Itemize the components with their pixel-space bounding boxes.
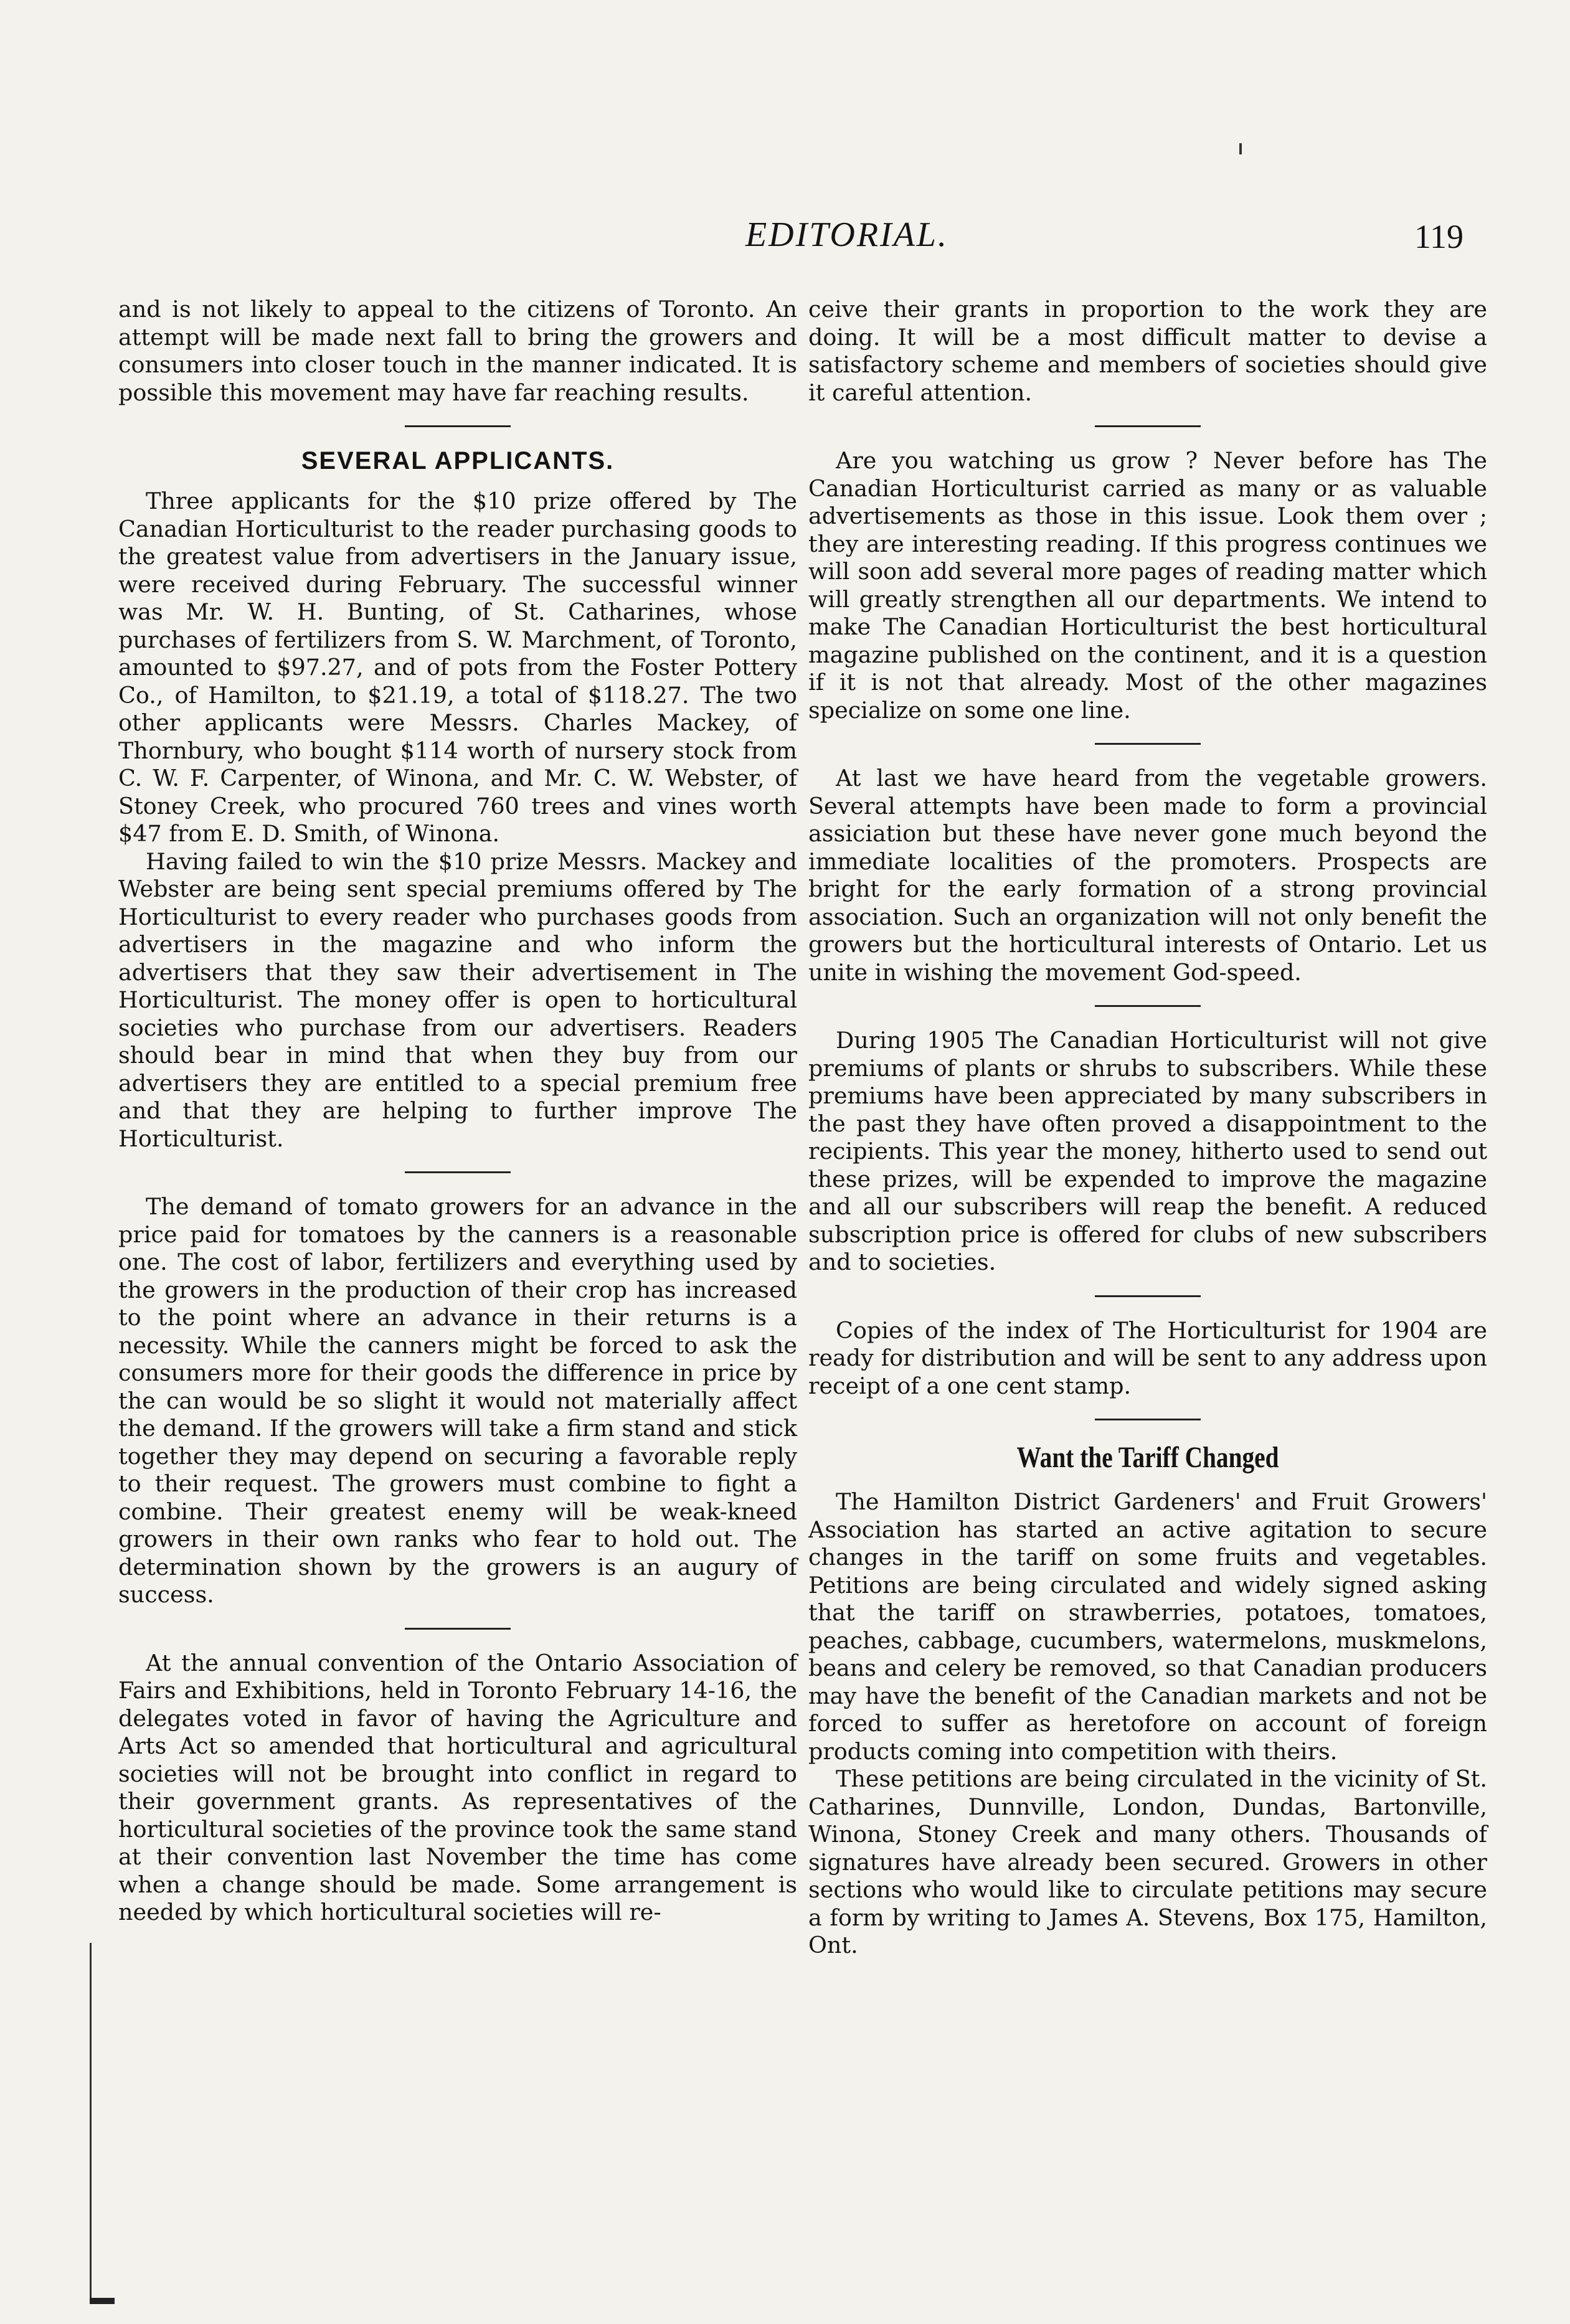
section-divider (1095, 743, 1201, 745)
section-divider (1095, 425, 1201, 427)
tariff-paragraph-1: The Hamilton District Gardeners' and Fruit Growers' Association has started an active agitation to secure changes in the tariff on some fruits and vegetables. Petitions are being circulated and widely signed asking that the tariff on strawberries, potatoes, tomatoes, peaches, cabbage, cucumbers, watermelons, muskmelons, beans and celery be removed, so that Canadian producers may have the benefit of the Canadian markets and not be forced to suffer as heretofore on account of foreign products coming into competition with theirs. (808, 1488, 1487, 1765)
section-divider (405, 1171, 511, 1173)
page-number: 119 (1414, 218, 1464, 255)
index-paragraph: Copies of the index of The Horticulturist for 1904 are ready for distribution and will be sent to any address upon receipt of a one cent stamp. (808, 1316, 1487, 1399)
section-divider (1095, 1419, 1201, 1420)
left-column (118, 296, 797, 1927)
right-column (808, 296, 1487, 1960)
section-divider (405, 425, 511, 427)
print-mark (1239, 143, 1242, 154)
growth-paragraph: Are you watching us grow ? Never before has The Canadian Horticulturist carried as many or as valuable advertisements as those in this issue. Look them over ; they are interesting reading. If this progress continues we will soon add several more pages of reading matter which will greatly strengthen all our departments. We intend to make The Canadian Horticulturist the best horticultural magazine published on the continent, and it is a question if it is not that already. Most of the other magazines specialize on some one line. (808, 447, 1487, 724)
binding-edge-mark (90, 1943, 95, 2304)
intro-paragraph: and is not likely to appeal to the citizens of Toronto. An attempt will be made next fall to bring the growers and consumers into closer touch in the manner indicated. It is possible this movement may have far reaching results. (118, 296, 797, 406)
section-divider (405, 1628, 511, 1630)
tomato-paragraph: The demand of tomato growers for an advance in the price paid for tomatoes by the canners is a reasonable one. The cost of labor, fertilizers and everything used by the growers in the production of their crop has increased to the point where an advance in their returns is a necessity. While the canners might be forced to ask the consumers more for their goods the difference in price by the can would be so slight it would not materially affect the demand. If the growers will take a firm stand and stick together they may depend on securing a favorable reply to their request. The growers must combine to fight a combine. Their greatest enemy will be weak-kneed growers in their own ranks who fear to hold out. The determination shown by the growers is an augury of success. (118, 1193, 797, 1608)
tariff-heading: Want the Tariff Changed (1016, 1441, 1279, 1474)
running-head (0, 215, 1570, 265)
continuation-paragraph: ceive their grants in proportion to the work they are doing. It will be a most difficult matter to devise a satisfactory scheme and members of societies should give it careful attention. (808, 296, 1487, 406)
applicants-heading: SEVERAL APPLICANTS. (301, 447, 615, 475)
convention-paragraph: At the annual convention of the Ontario Association of Fairs and Exhibitions, held in Toronto February 14-16, the delegates voted in favor of having the Agriculture and Arts Act so amended that horticultural and agricultural societies will not be brought into conflict in regard to their government grants. As representatives of the horticultural societies of the province took the same stand at their convention last November the time has come when a change should be made. Some arrangement is needed by which horticultural societies will re- (118, 1649, 797, 1925)
tariff-paragraph-2: These petitions are being circulated in the vicinity of St. Catharines, Dunnville, London, Dundas, Bartonville, Winona, Stoney Creek and many others. Thousands of signatures have already been secured. Growers in other sections who would like to circulate petitions may secure a form by writing to James A. Stevens, Box 175, Hamilton, Ont. (808, 1765, 1487, 1958)
vegetable-paragraph: At last we have heard from the vegetable growers. Several attempts have been made to form a provincial assiciation but these have never gone much beyond the immediate localities of the promoters. Prospects are bright for the early formation of a strong provincial association. Such an organization will not only benefit the growers but the horticultural interests of Ontario. Let us unite in wishing the movement God-speed. (808, 765, 1487, 986)
binding-edge-foot (90, 2298, 115, 2304)
running-title: EDITORIAL. (745, 215, 949, 254)
premiums-paragraph: During 1905 The Canadian Horticulturist will not give premiums of plants or shrubs to subscribers. While these premiums have been appreciated by many subscribers in the past they have often proved a disappointment to the recipients. This year the money, hitherto used to send out these prizes, will be expended to improve the magazine and all our subscribers will reap the benefit. A reduced subscription price is offered for clubs of new subscribers and to societies. (808, 1027, 1487, 1275)
section-divider (1095, 1005, 1201, 1007)
applicants-paragraph-1: Three applicants for the $10 prize offered by The Canadian Horticulturist to the reader purchasing goods to the greatest value from advertisers in the January issue, were received during February. The successful winner was Mr. W. H. Bunting, of St. Catharines, whose purchases of fertilizers from S. W. Marchment, of Toronto, amounted to $97.27, and of pots from the Foster Pottery Co., of Hamilton, to $21.19, a total of $118.27. The two other applicants were Messrs. Charles Mackey, of Thornbury, who bought $114 worth of nursery stock from C. W. F. Carpenter, of Winona, and Mr. C. W. Webster, of Stoney Creek, who procured 760 trees and vines worth $47 from E. D. Smith, of Winona. (118, 488, 797, 847)
section-divider (1095, 1295, 1201, 1297)
applicants-paragraph-2: Having failed to win the $10 prize Messrs. Mackey and Webster are being sent special premiums offered by The Horticulturist to every reader who purchases goods from advertisers in the magazine and who inform the advertisers that they saw their advertisement in The Horticulturist. The money offer is open to horticultural societies who purchase from our advertisers. Readers should bear in mind that when they buy from our advertisers they are entitled to a special premium free and that they are helping to further improve The Horticulturist. (118, 848, 797, 1152)
